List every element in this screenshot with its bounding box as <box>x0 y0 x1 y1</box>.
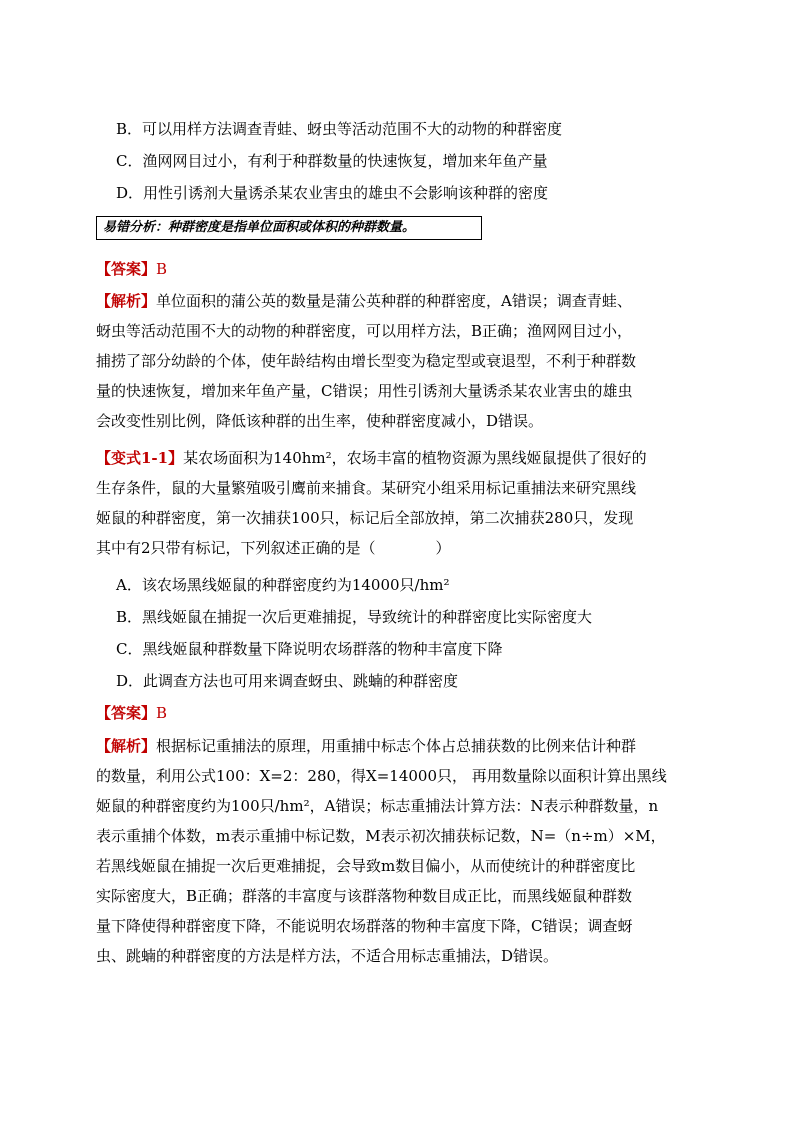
analysis-1-line: 量的快速恢复，增加来年鱼产量，C错误；用性引诱剂大量诱杀某农业害虫的雄虫 <box>96 382 633 400</box>
variant-label: 【变式1-1】 <box>96 449 184 467</box>
error-analysis-box: 易错分析：种群密度是指单位面积或体积的种群数量。 <box>96 216 482 240</box>
analysis-2-line: 量下降使得种群密度下降，不能说明农场群落的物种丰富度下降，C错误；调查蚜 <box>96 917 633 935</box>
analysis-2-line: 实际密度大，B正确；群落的丰富度与该群落物种数目成正比，而黑线姬鼠种群数 <box>96 887 633 905</box>
analysis-2 <box>96 731 696 971</box>
variant-question <box>96 443 696 563</box>
answer-2 <box>96 703 167 723</box>
analysis-2-line: 若黑线姬鼠在捕捉一次后更难捕捉，会导致m数目偏小，从而使统计的种群密度比 <box>96 857 636 875</box>
option-b-top: B．可以用样方法调查青蛙、蚜虫等活动范围不大的动物的种群密度 <box>116 120 563 138</box>
option-d-top: D．用性引诱剂大量诱杀某农业害虫的雄虫不会影响该种群的密度 <box>116 184 549 202</box>
variant-line: 姬鼠的种群密度，第一次捕获100只，标记后全部放掉，第二次捕获280只，发现 <box>96 509 634 527</box>
answer-1-value: B <box>156 260 168 278</box>
variant-line: 生存条件，鼠的大量繁殖吸引鹰前来捕食。某研究小组采用标记重捕法来研究黑线 <box>96 479 637 497</box>
variant-option-b: B．黑线姬鼠在捕捉一次后更难捕捉，导致统计的种群密度比实际密度大 <box>116 608 593 626</box>
option-c-top: C．渔网网目过小，有利于种群数量的快速恢复，增加来年鱼产量 <box>116 152 548 170</box>
analysis-2-line: 姬鼠的种群密度约为100只/hm²，A错误；标志重捕法计算方法：N表示种群数量，n <box>96 797 659 815</box>
variant-line: 其中有2只带有标记，下列叙述正确的是（ ） <box>96 539 451 557</box>
answer-1-label: 【答案】 <box>96 260 157 278</box>
analysis-1-line: 【解析】单位面积的蒲公英的数量是蒲公英种群的种群密度，A错误；调查青蛙、 <box>96 292 632 310</box>
variant-line: 【变式1-1】某农场面积为140hm²，农场丰富的植物资源为黑线姬鼠提供了很好的 <box>96 449 647 467</box>
answer-1 <box>96 259 167 279</box>
analysis-2-line: 【解析】根据标记重捕法的原理，用重捕中标志个体占总捕获数的比例来估计种群 <box>96 737 637 755</box>
analysis-2-label: 【解析】 <box>96 737 157 755</box>
analysis-1-line: 捕捞了部分幼龄的个体，使年龄结构由增长型变为稳定型或衰退型，不利于种群数 <box>96 352 637 370</box>
variant-option-a: A．该农场黑线姬鼠的种群密度约为14000只/hm² <box>116 576 450 594</box>
analysis-1 <box>96 286 696 436</box>
analysis-1-line: 会改变性别比例，降低该种群的出生率，使种群密度减小，D错误。 <box>96 412 544 430</box>
analysis-2-line: 虫、跳蝻的种群密度的方法是样方法，不适合用标志重捕法，D错误。 <box>96 947 559 965</box>
answer-2-label: 【答案】 <box>96 704 157 722</box>
analysis-1-label: 【解析】 <box>96 292 157 310</box>
analysis-2-line: 表示重捕个体数，m表示重捕中标记数，M表示初次捕获标记数，N=（n÷m）×M， <box>96 827 666 845</box>
analysis-2-line: 的数量，利用公式100：X=2：280，得X=14000只， 再用数量除以面积计算出黑线 <box>96 767 667 785</box>
answer-2-value: B <box>156 704 168 722</box>
variant-option-d: D．此调查方法也可用来调查蚜虫、跳蝻的种群密度 <box>116 672 459 690</box>
analysis-1-line: 蚜虫等活动范围不大的动物的种群密度，可以用样方法，B正确；渔网网目过小， <box>96 322 633 340</box>
variant-option-c: C．黑线姬鼠种群数量下降说明农场群落的物种丰富度下降 <box>116 640 503 658</box>
